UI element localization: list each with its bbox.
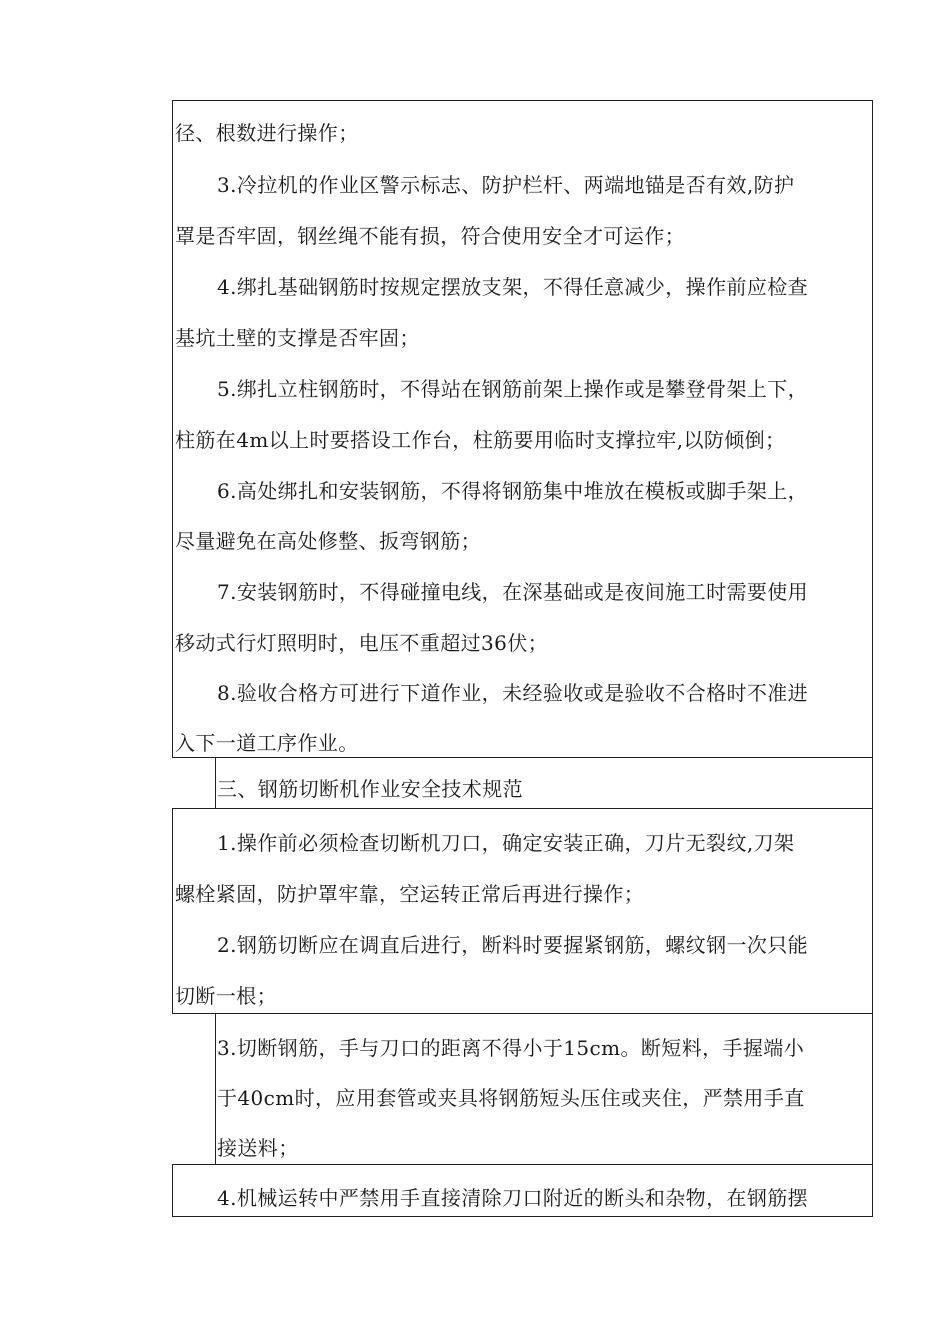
text-line: 2.钢筋切断应在调直后进行，断料时要握紧钢筋，螺纹钢一次只能: [217, 933, 809, 957]
text-line: 6.高处绑扎和安装钢筋，不得将钢筋集中堆放在模板或脚手架上，: [217, 479, 809, 503]
text-line: 1.操作前必须检查切断机刀口，确定安装正确，刀片无裂纹,刀架: [217, 831, 795, 855]
text-line: 移动式行灯照明时，电压不重超过36伏；: [175, 631, 549, 655]
text-line: 基坑土壁的支撑是否牢固；: [175, 326, 420, 350]
text-line: 8.验收合格方可进行下道作业，未经验收或是验收不合格时不准进: [217, 681, 809, 705]
text-line: 螺栓紧固，防护罩牢靠，空运转正常后再进行操作；: [175, 882, 645, 906]
text-line: 4.机械运转中严禁用手直接清除刀口附近的断头和杂物，在钢筋摆: [217, 1186, 809, 1210]
text-line: 4.绑扎基础钢筋时按规定摆放支架，不得任意减少，操作前应检查: [217, 275, 809, 299]
text-line: 7.安装钢筋时，不得碰撞电线，在深基础或是夜间施工时需要使用: [217, 580, 809, 604]
text-line: 接送料；: [217, 1136, 299, 1160]
text-line: 3.冷拉机的作业区警示标志、防护栏杆、两端地锚是否有效,防护: [217, 173, 795, 197]
text-line: 尽量避免在高处修整、扳弯钢筋；: [175, 529, 481, 553]
text-line: 5.绑扎立柱钢筋时，不得站在钢筋前架上操作或是攀登骨架上下，: [217, 377, 809, 401]
text-line: 于40cm时，应用套管或夹具将钢筋短头压住或夹住，严禁用手直: [217, 1086, 805, 1110]
section-heading: 三、钢筋切断机作业安全技术规范: [217, 777, 523, 801]
text-line: 罩是否牢固，钢丝绳不能有损，符合使用安全才可运作；: [175, 224, 685, 248]
text-line: 入下一道工序作业。: [175, 731, 359, 755]
text-line: 切断一根；: [175, 984, 277, 1008]
text-line: 3.切断钢筋，手与刀口的距离不得小于15cm。断短料，手握端小: [217, 1036, 805, 1060]
text-line: 柱筋在4m以上时要搭设工作台，柱筋要用临时支撑拉牢,以防倾倒；: [175, 428, 786, 452]
text-line: 径、根数进行操作；: [175, 121, 359, 145]
